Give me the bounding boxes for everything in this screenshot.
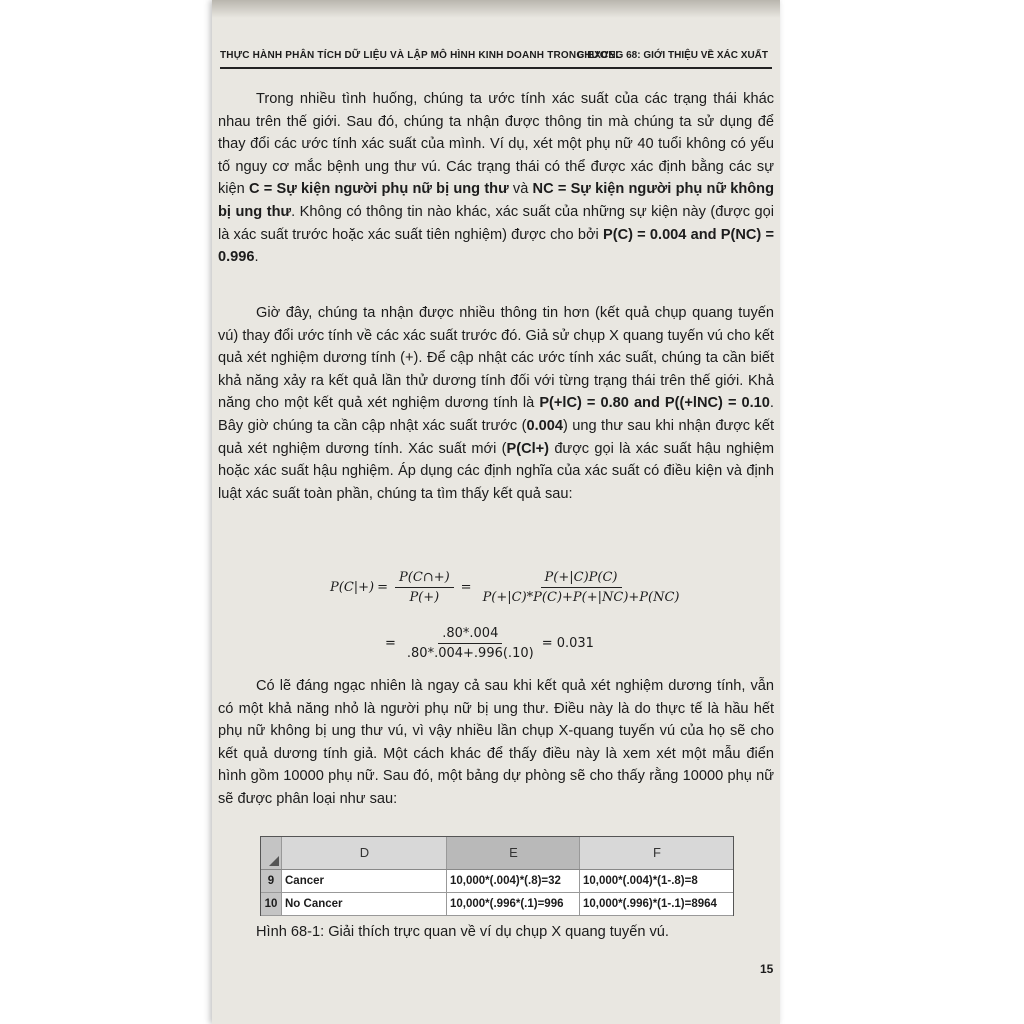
p1-text-d: . Không có thông tin nào khác, xác suất của những sự kiện này (được gọi là xác suất trước hoặc xác suất tiên nghiệm) được cho bởi xyxy=(218,203,774,243)
page-number: 15 xyxy=(760,962,774,976)
column-header-f: F xyxy=(579,837,734,869)
column-header-e: E xyxy=(446,837,580,869)
cell-label: Cancer xyxy=(281,870,446,892)
p1-text-c: và xyxy=(508,181,533,198)
p1-text-e: . xyxy=(254,249,259,266)
fraction-1-numerator: P(C∩+) xyxy=(395,570,454,588)
cell-formula-e: 10,000*(.004)*(.8)=32 xyxy=(446,870,579,892)
p2-bold-prior: 0.004 xyxy=(526,417,563,434)
spreadsheet-row xyxy=(261,870,733,893)
column-header-d: D xyxy=(281,837,447,869)
fraction-1-denominator: P(+) xyxy=(409,589,440,605)
spreadsheet-figure xyxy=(260,836,734,916)
cell-label: No Cancer xyxy=(281,893,446,915)
cell-formula-f: 10,000*(.996)*(1-.1)=8964 xyxy=(579,893,733,915)
formula-fraction-3 xyxy=(403,626,538,661)
fraction-3-denominator: .80*.004+.996(.10) xyxy=(406,645,534,661)
fraction-3-numerator: .80*.004 xyxy=(438,626,502,644)
figure-caption: Hình 68-1: Giải thích trực quan về ví dụ chụp X quang tuyến vú. xyxy=(256,924,669,940)
formula-fraction-2 xyxy=(479,570,684,605)
p1-bold-prior: P(C) = 0.004 and P(NC) = 0.996 xyxy=(218,226,775,266)
p2-text-a: Giờ đây, chúng ta nhận được nhiều thông tin hơn (kết quả chụp quang tuyến vú) thay đổi ước tính về các xác suất trước đó. Giả sử chụp X quang tuyến vú cho kết quả xét nghiệm dương tính (+). Để cập nhật các ước tính xác suất, chúng ta cần biết khả năng xảy ra kết quả lần thử dương tính đối với từng trạng thái trên thế giới. Khả năng cho một kết quả xét nghiệm dương tính là xyxy=(218,305,774,412)
row-number: 10 xyxy=(261,893,281,915)
p3-text: Có lẽ đáng ngạc nhiên là ngay cả sau khi kết quả xét nghiệm dương tính, vẫn có một khả năng nhỏ là người phụ nữ bị ung thư. Điều này là do thực tế là hầu hết phụ nữ không bị ung thư vú, vì vậy nhiều lần chụp X-quang tuyến vú của họ sẽ cho kết quả dương tính giả. Một cách khác để thấy điều này là xem xét một mẫu điển hình gồm 10000 phụ nữ. Sau đó, một bảng dự phòng sẽ cho thấy rằng 10000 phụ nữ sẽ được phân loại như sau: xyxy=(218,678,774,807)
select-all-corner xyxy=(261,837,281,869)
p2-text-c: . Bây giờ chúng ta cần cập nhật xác suất trước ( xyxy=(218,395,774,434)
fraction-2-denominator: P(+|C)*P(C)+P(+|NC)+P(NC) xyxy=(482,589,680,605)
fraction-2-numerator: P(+|C)P(C) xyxy=(541,570,622,588)
p2-text-e: được gọi là xác suất hậu nghiệm hoặc xác suất hậu nghiệm. Áp dụng các định nghĩa của xác suất có điều kiện và định luật xác suất toàn phần, chúng ta tìm thấy kết quả sau: xyxy=(218,440,775,502)
p1-bold-nc-event: NC = Sự kiện người phụ nữ không bị ung thư xyxy=(218,181,775,220)
select-all-triangle-icon xyxy=(269,856,279,866)
formula-equals-3: = xyxy=(385,635,396,651)
p2-text-d: ) ung thư sau khi nhận được kết quả xét nghiệm dương tính. Xác suất mới ( xyxy=(218,417,774,457)
p2-bold-likelihood: P(+lC) = 0.80 and P((+lNC) = 0.10 xyxy=(539,395,770,412)
formula-fraction-1 xyxy=(395,570,454,605)
formula-equals-1: = xyxy=(377,579,389,595)
p1-text-a: Trong nhiều tình huống, chúng ta ước tính xác suất của các trạng thái khác nhau trên thế giới. Sau đó, chúng ta nhận được thông tin mà chúng ta sử dụng để thay đổi các ước tính xác suất của mình. Ví dụ, xét một phụ nữ 40 tuổi không có yếu tố nguy cơ mắc bệnh ung thư vú. Các trạng thái có thể được xác định bằng các sự kiện xyxy=(218,91,774,198)
bayes-formula-line-2 xyxy=(382,618,594,668)
spreadsheet-row xyxy=(261,893,733,916)
paragraph-2 xyxy=(218,302,774,505)
formula-equals-2: = xyxy=(460,579,472,595)
paragraph-3 xyxy=(218,675,774,811)
p2-bold-posterior: P(Cl+) xyxy=(506,440,550,457)
paragraph-1 xyxy=(218,88,774,269)
column-header-bar xyxy=(261,837,733,870)
p1-bold-c-event: C = Sự kiện người phụ nữ bị ung thư xyxy=(249,181,509,198)
formula-result: = 0.031 xyxy=(541,635,594,651)
book-page xyxy=(212,0,780,1024)
row-number: 9 xyxy=(261,870,281,892)
running-header-left: THỰC HÀNH PHÂN TÍCH DỮ LIỆU VÀ LẬP MÔ HÌNH KINH DOANH TRONG EXCEL xyxy=(220,50,622,61)
page-top-shadow xyxy=(212,0,780,18)
running-header-right: CHƯƠNG 68: GIỚI THIỆU VỀ XÁC XUẤT xyxy=(577,50,768,61)
cell-formula-f: 10,000*(.004)*(1-.8)=8 xyxy=(579,870,733,892)
cell-formula-e: 10,000*(.996*(.1)=996 xyxy=(446,893,579,915)
bayes-formula-line-1 xyxy=(330,558,688,616)
formula-lhs: P(C|+) xyxy=(330,579,375,595)
header-divider xyxy=(220,67,772,69)
